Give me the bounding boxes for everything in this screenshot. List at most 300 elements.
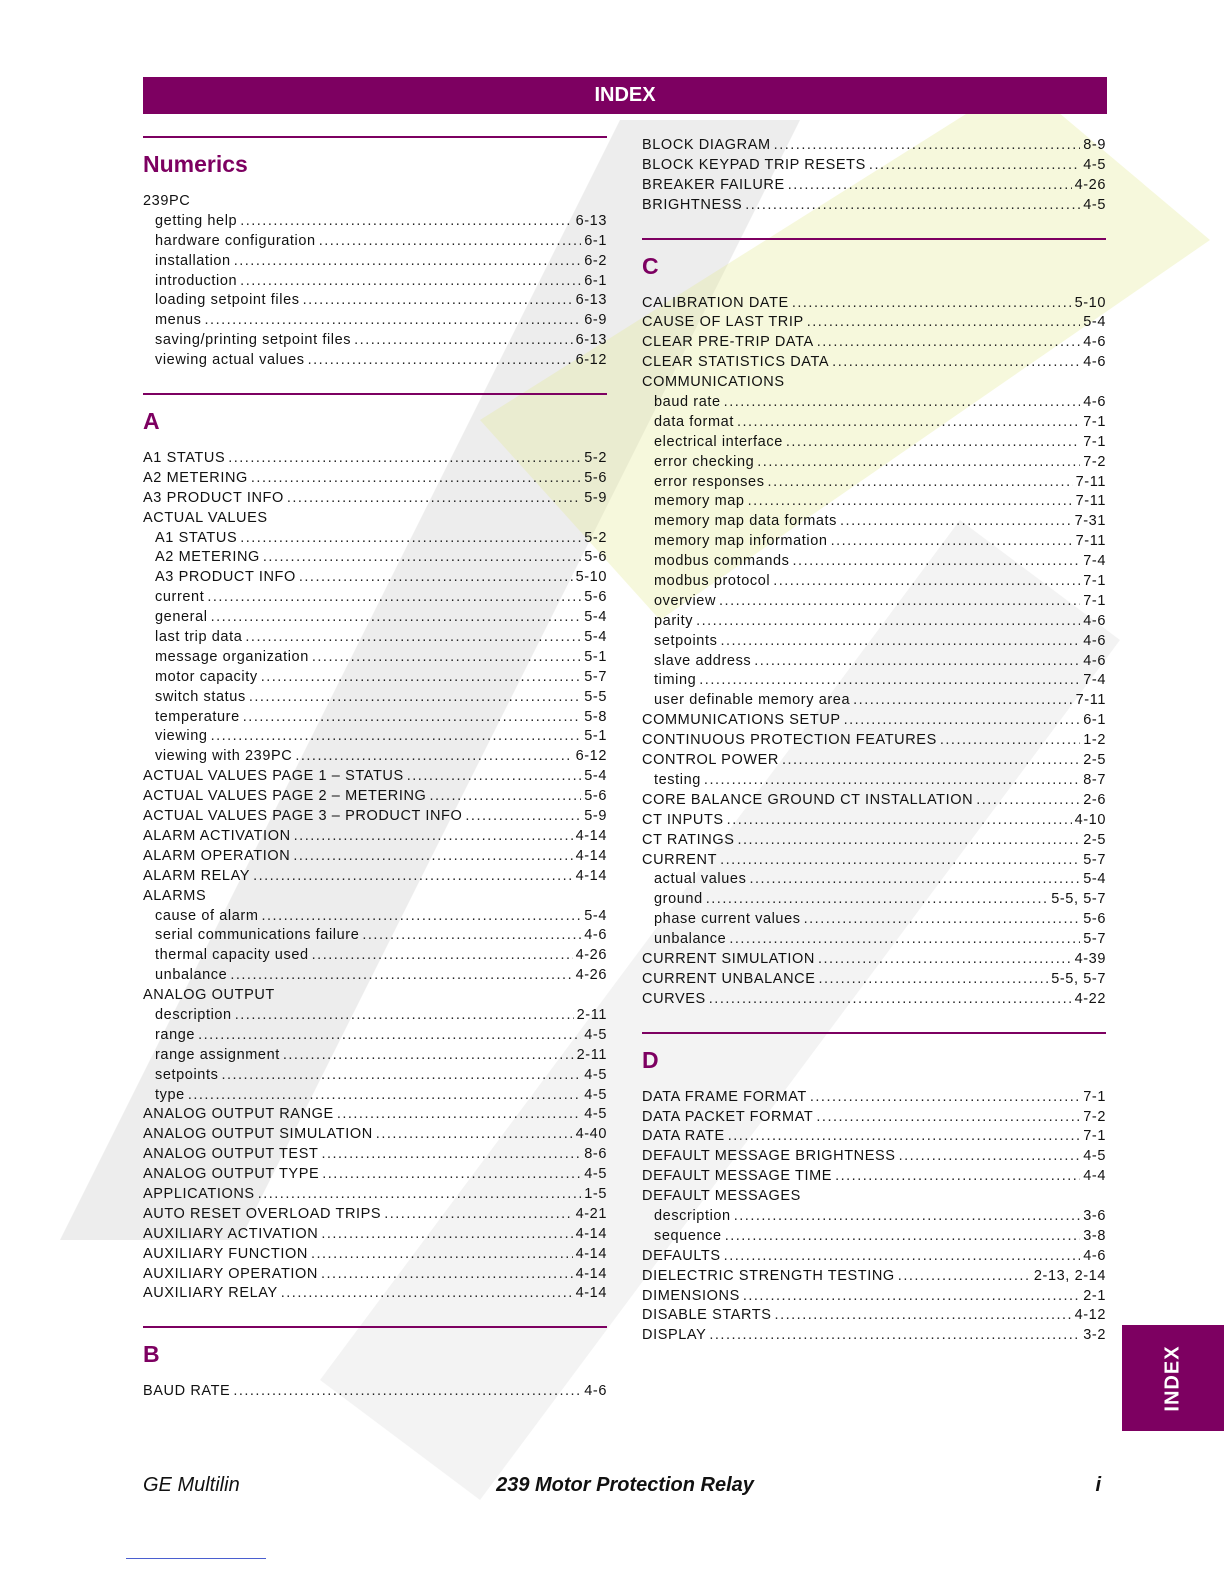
- entry-page-ref: 4-39: [1074, 950, 1106, 967]
- dot-leader: [720, 851, 1080, 871]
- dot-leader: [810, 1088, 1080, 1108]
- index-entry[interactable]: [642, 731, 1106, 751]
- index-entry[interactable]: [642, 1127, 1106, 1147]
- index-entry[interactable]: [642, 333, 1106, 353]
- entry-page-ref: 8-6: [584, 1146, 607, 1163]
- entry-term: A2 METERING: [155, 549, 260, 566]
- index-entry[interactable]: [143, 469, 607, 489]
- entry-page-ref: 4-14: [575, 847, 607, 864]
- index-right-column: [642, 136, 1106, 1368]
- index-entry[interactable]: [642, 156, 1106, 176]
- index-subentry[interactable]: [143, 311, 607, 331]
- index-subentry[interactable]: [642, 492, 1106, 512]
- entry-page-ref: 7-11: [1075, 692, 1106, 709]
- dot-leader: [287, 489, 581, 509]
- index-section: [642, 136, 1106, 216]
- index-entry[interactable]: [642, 1247, 1106, 1267]
- index-entry[interactable]: [642, 1326, 1106, 1346]
- index-subentry[interactable]: [642, 473, 1106, 493]
- dot-leader: [757, 453, 1080, 473]
- dot-leader: [303, 291, 573, 311]
- index-entry[interactable]: [642, 791, 1106, 811]
- entry-page-ref: 6-1: [1083, 712, 1106, 729]
- index-subentry[interactable]: [642, 413, 1106, 433]
- index-entry[interactable]: [143, 1105, 607, 1125]
- dot-leader: [704, 771, 1080, 791]
- dot-leader: [719, 592, 1080, 612]
- section-heading: Numerics: [143, 151, 248, 177]
- index-entry[interactable]: [642, 831, 1106, 851]
- dot-leader: [840, 512, 1072, 532]
- dot-leader: [818, 950, 1072, 970]
- entry-page-ref: 5-9: [584, 808, 607, 825]
- dot-leader: [737, 831, 1080, 851]
- dot-leader: [321, 1225, 572, 1245]
- index-subentry[interactable]: [642, 632, 1106, 652]
- entry-term: switch status: [155, 688, 246, 705]
- index-entry[interactable]: [143, 1225, 607, 1245]
- index-entry[interactable]: [642, 1147, 1106, 1167]
- index-entry[interactable]: [143, 1382, 607, 1402]
- index-subentry[interactable]: [143, 747, 607, 767]
- index-subentry[interactable]: [143, 588, 607, 608]
- index-side-tab[interactable]: [1122, 1325, 1224, 1431]
- dot-leader: [774, 136, 1081, 156]
- index-entry[interactable]: [642, 294, 1106, 314]
- entry-term: general: [155, 609, 208, 626]
- index-subentry[interactable]: [143, 668, 607, 688]
- index-entry[interactable]: [143, 887, 607, 907]
- index-entry[interactable]: [642, 851, 1106, 871]
- entry-page-ref: 5-4: [584, 907, 607, 924]
- entry-page-ref: 4-5: [584, 1106, 607, 1123]
- index-entry[interactable]: [642, 313, 1106, 333]
- entry-term: description: [654, 1207, 731, 1224]
- index-entry[interactable]: [642, 196, 1106, 216]
- entry-page-ref: 4-40: [575, 1126, 607, 1143]
- index-entry[interactable]: [642, 990, 1106, 1010]
- entry-term: memory map: [654, 493, 745, 510]
- entry-page-ref: 6-1: [584, 272, 607, 289]
- entry-page-ref: 6-1: [584, 232, 607, 249]
- dot-leader: [748, 492, 1073, 512]
- entry-page-ref: 7-2: [1083, 1108, 1106, 1125]
- entry-term: CAUSE OF LAST TRIP: [642, 314, 804, 331]
- index-entry[interactable]: [143, 1185, 607, 1205]
- index-entry[interactable]: [143, 847, 607, 867]
- index-entry[interactable]: [143, 489, 607, 509]
- entry-term: ACTUAL VALUES PAGE 1 – STATUS: [143, 768, 404, 785]
- index-entry[interactable]: [143, 867, 607, 887]
- entry-term: DEFAULTS: [642, 1247, 721, 1264]
- index-subentry[interactable]: [143, 1006, 607, 1026]
- index-subentry[interactable]: [143, 272, 607, 292]
- entry-term: viewing: [155, 728, 208, 745]
- dot-leader: [465, 807, 581, 827]
- index-section: [143, 1326, 607, 1402]
- entry-page-ref: 5-6: [584, 788, 607, 805]
- dot-leader: [234, 252, 582, 272]
- entry-page-ref: 4-26: [575, 947, 607, 964]
- index-entry[interactable]: [642, 811, 1106, 831]
- dot-leader: [253, 867, 573, 887]
- entry-term: ACTUAL VALUES: [143, 509, 268, 526]
- index-subentry[interactable]: [143, 688, 607, 708]
- entry-term: actual values: [654, 871, 747, 888]
- entry-page-ref: 3-6: [1083, 1207, 1106, 1224]
- index-subentry[interactable]: [143, 1086, 607, 1106]
- dot-leader: [709, 1326, 1080, 1346]
- index-entry[interactable]: [642, 1267, 1106, 1287]
- entry-page-ref: 5-4: [584, 609, 607, 626]
- dot-leader: [782, 751, 1080, 771]
- entry-page-ref: 4-6: [1083, 612, 1106, 629]
- entry-term: CONTINUOUS PROTECTION FEATURES: [642, 732, 937, 749]
- entry-page-ref: 5-2: [584, 529, 607, 546]
- entry-term: slave address: [654, 652, 752, 669]
- index-subentry[interactable]: [642, 1207, 1106, 1227]
- index-subentry[interactable]: [143, 1026, 607, 1046]
- index-subentry[interactable]: [143, 331, 607, 351]
- dot-leader: [337, 1105, 581, 1125]
- entry-page-ref: 7-11: [1075, 493, 1106, 510]
- index-subentry[interactable]: [143, 907, 607, 927]
- entry-term: AUXILIARY RELAY: [143, 1285, 278, 1302]
- entry-term: ACTUAL VALUES PAGE 2 – METERING: [143, 788, 427, 805]
- index-subentry[interactable]: [642, 870, 1106, 890]
- entry-term: data format: [654, 413, 734, 430]
- index-entry[interactable]: [642, 1167, 1106, 1187]
- entry-page-ref: 4-10: [1074, 811, 1106, 828]
- entry-term: memory map information: [654, 533, 828, 550]
- entry-page-ref: 8-7: [1083, 771, 1106, 788]
- index-entry[interactable]: [143, 1265, 607, 1285]
- index-entry[interactable]: [642, 353, 1106, 373]
- index-entry[interactable]: [642, 1306, 1106, 1326]
- entry-page-ref: 5-4: [584, 768, 607, 785]
- entry-page-ref: 4-6: [584, 927, 607, 944]
- entry-page-ref: 6-12: [575, 352, 607, 369]
- entry-page-ref: 4-12: [1074, 1307, 1106, 1324]
- dot-leader: [775, 1306, 1072, 1326]
- dot-leader: [233, 1382, 581, 1402]
- index-subentry[interactable]: [642, 532, 1106, 552]
- page-footer: [143, 1474, 1107, 1502]
- entry-term: AUXILIARY FUNCTION: [143, 1245, 308, 1262]
- dot-leader: [240, 272, 581, 292]
- entry-term: CT INPUTS: [642, 811, 724, 828]
- entry-page-ref: 6-12: [575, 748, 607, 765]
- entry-term: error checking: [654, 453, 755, 470]
- entry-term: CLEAR PRE-TRIP DATA: [642, 334, 814, 351]
- entry-page-ref: 1-5: [584, 1185, 607, 1202]
- entry-term: sequence: [654, 1227, 722, 1244]
- entry-page-ref: 4-14: [575, 1265, 607, 1282]
- entry-term: viewing actual values: [155, 352, 305, 369]
- entry-page-ref: 4-5: [1083, 1148, 1106, 1165]
- dot-leader: [221, 1066, 581, 1086]
- entry-term: memory map data formats: [654, 513, 838, 530]
- index-entry[interactable]: [642, 1187, 1106, 1207]
- dot-leader: [706, 890, 1048, 910]
- index-entry[interactable]: [143, 1205, 607, 1225]
- index-entry[interactable]: [143, 192, 607, 212]
- entry-term: AUXILIARY ACTIVATION: [143, 1225, 319, 1242]
- entry-term: A1 STATUS: [143, 450, 226, 467]
- entry-term: ALARM OPERATION: [143, 847, 291, 864]
- entry-page-ref: 4-5: [584, 1166, 607, 1183]
- entry-page-ref: 2-1: [1083, 1287, 1106, 1304]
- section-heading: C: [642, 252, 659, 279]
- index-subentry[interactable]: [642, 552, 1106, 572]
- entry-page-ref: 4-6: [1083, 652, 1106, 669]
- index-subentry[interactable]: [143, 291, 607, 311]
- index-subentry[interactable]: [642, 572, 1106, 592]
- index-entry[interactable]: [143, 1125, 607, 1145]
- index-subentry[interactable]: [642, 453, 1106, 473]
- index-subentry[interactable]: [143, 966, 607, 986]
- entry-term: menus: [155, 312, 202, 329]
- entry-term: description: [155, 1006, 232, 1023]
- section-rule: [143, 1326, 607, 1328]
- index-entry[interactable]: [642, 950, 1106, 970]
- side-tab-label: INDEX: [1161, 1344, 1184, 1412]
- entry-page-ref: 5-10: [575, 569, 607, 586]
- index-subentry[interactable]: [642, 592, 1106, 612]
- index-subentry[interactable]: [143, 946, 607, 966]
- entry-page-ref: 4-5: [584, 1026, 607, 1043]
- dot-leader: [283, 1046, 574, 1066]
- entry-page-ref: 5-7: [1083, 851, 1106, 868]
- index-subentry[interactable]: [642, 393, 1106, 413]
- entry-page-ref: 7-4: [1083, 553, 1106, 570]
- entry-term: AUTO RESET OVERLOAD TRIPS: [143, 1205, 382, 1222]
- entry-term: A3 PRODUCT INFO: [155, 569, 296, 586]
- entry-page-ref: 4-5: [1083, 196, 1106, 213]
- dot-leader: [729, 930, 1080, 950]
- index-entry[interactable]: [642, 373, 1106, 393]
- dot-leader: [362, 926, 581, 946]
- index-subentry[interactable]: [143, 628, 607, 648]
- index-entry[interactable]: [143, 1145, 607, 1165]
- index-subentry[interactable]: [642, 652, 1106, 672]
- index-entry[interactable]: [642, 970, 1106, 990]
- dot-leader: [240, 529, 581, 549]
- entry-term: A3 PRODUCT INFO: [143, 489, 284, 506]
- dot-leader: [293, 847, 572, 867]
- dot-leader: [240, 212, 572, 232]
- index-entry[interactable]: [143, 449, 607, 469]
- entry-term: ACTUAL VALUES PAGE 3 – PRODUCT INFO: [143, 808, 463, 825]
- index-subentry[interactable]: [143, 529, 607, 549]
- index-subentry[interactable]: [143, 351, 607, 371]
- index-subentry[interactable]: [642, 671, 1106, 691]
- dot-leader: [295, 747, 572, 767]
- dot-leader: [312, 648, 581, 668]
- entry-page-ref: 5-7: [584, 668, 607, 685]
- index-subentry[interactable]: [143, 568, 607, 588]
- index-entry[interactable]: [143, 1284, 607, 1304]
- entry-page-ref: 4-26: [575, 967, 607, 984]
- entry-page-ref: 7-1: [1083, 433, 1106, 450]
- index-section: [143, 393, 607, 1304]
- index-subentry[interactable]: [642, 1227, 1106, 1247]
- entry-term: DEFAULT MESSAGES: [642, 1188, 801, 1205]
- entry-term: CURVES: [642, 990, 706, 1007]
- index-subentry[interactable]: [143, 608, 607, 628]
- index-subentry[interactable]: [642, 512, 1106, 532]
- dot-leader: [322, 1165, 581, 1185]
- index-subentry[interactable]: [642, 612, 1106, 632]
- entry-page-ref: 4-6: [584, 1383, 607, 1400]
- dot-leader: [869, 156, 1080, 176]
- dot-leader: [734, 1207, 1081, 1227]
- entry-term: BLOCK KEYPAD TRIP RESETS: [642, 156, 866, 173]
- entry-term: parity: [654, 612, 694, 629]
- entry-page-ref: 7-2: [1083, 453, 1106, 470]
- entry-page-ref: 4-6: [1083, 334, 1106, 351]
- dot-leader: [749, 870, 1080, 890]
- index-subentry[interactable]: [143, 648, 607, 668]
- entry-page-ref: 5-1: [584, 648, 607, 665]
- index-subentry[interactable]: [642, 433, 1106, 453]
- index-subentry[interactable]: [143, 212, 607, 232]
- index-subentry[interactable]: [143, 252, 607, 272]
- entry-term: modbus commands: [654, 553, 790, 570]
- dot-leader: [281, 1284, 573, 1304]
- index-entry[interactable]: [143, 787, 607, 807]
- index-entry[interactable]: [642, 1108, 1106, 1128]
- entry-term: 239PC: [143, 193, 191, 209]
- entry-term: current: [155, 589, 205, 606]
- footer-product: 239 Motor Protection Relay: [496, 1474, 754, 1496]
- dot-leader: [262, 907, 582, 927]
- entry-page-ref: 6-13: [575, 332, 607, 349]
- dot-leader: [699, 671, 1080, 691]
- index-subentry[interactable]: [143, 1066, 607, 1086]
- entry-term: ALARM RELAY: [143, 867, 251, 884]
- index-entry[interactable]: [143, 1165, 607, 1185]
- index-entry[interactable]: [143, 986, 607, 1006]
- entry-term: A1 STATUS: [155, 529, 238, 546]
- entry-term: DATA RATE: [642, 1128, 725, 1145]
- index-entry[interactable]: [642, 1088, 1106, 1108]
- entry-term: message organization: [155, 648, 309, 665]
- index-entry[interactable]: [143, 1245, 607, 1265]
- dot-leader: [249, 688, 581, 708]
- entry-page-ref: 2-5: [1083, 752, 1106, 769]
- entry-term: DATA FRAME FORMAT: [642, 1088, 807, 1105]
- entry-page-ref: 4-14: [575, 827, 607, 844]
- index-subentry[interactable]: [143, 1046, 607, 1066]
- entry-term: CONTROL POWER: [642, 752, 779, 769]
- dot-leader: [188, 1086, 581, 1106]
- dot-leader: [793, 552, 1081, 572]
- section-rule: [642, 238, 1106, 240]
- entry-page-ref: 1-2: [1083, 732, 1106, 749]
- footer-page-number: i: [1095, 1474, 1101, 1496]
- dot-leader: [198, 1026, 581, 1046]
- index-subentry[interactable]: [143, 727, 607, 747]
- section-rule: [143, 393, 607, 395]
- dot-leader: [976, 791, 1080, 811]
- entry-term: DATA PACKET FORMAT: [642, 1108, 814, 1125]
- entry-page-ref: 8-9: [1083, 137, 1106, 153]
- index-subentry[interactable]: [642, 930, 1106, 950]
- index-entry[interactable]: [143, 827, 607, 847]
- index-subentry[interactable]: [143, 708, 607, 728]
- dot-leader: [724, 393, 1081, 413]
- entry-page-ref: 4-21: [575, 1205, 607, 1222]
- dot-leader: [429, 787, 581, 807]
- entry-page-ref: 5-6: [584, 469, 607, 486]
- entry-term: unbalance: [155, 967, 228, 984]
- entry-page-ref: 3-8: [1083, 1227, 1106, 1244]
- index-subentry[interactable]: [143, 548, 607, 568]
- entry-term: CORE BALANCE GROUND CT INSTALLATION: [642, 791, 974, 808]
- index-subentry[interactable]: [642, 771, 1106, 791]
- index-subentry[interactable]: [642, 691, 1106, 711]
- entry-page-ref: 4-22: [1074, 990, 1106, 1007]
- entry-page-ref: 7-1: [1083, 1088, 1106, 1105]
- dot-leader: [321, 1145, 581, 1165]
- entry-term: installation: [155, 252, 231, 269]
- dot-leader: [786, 433, 1080, 453]
- index-subentry[interactable]: [642, 910, 1106, 930]
- index-entry[interactable]: [143, 509, 607, 529]
- header-title: INDEX: [594, 84, 656, 106]
- entry-page-ref: 3-2: [1083, 1327, 1106, 1344]
- index-entry[interactable]: [143, 767, 607, 787]
- dot-leader: [354, 331, 572, 351]
- index-entry[interactable]: [642, 1287, 1106, 1307]
- dot-leader: [207, 588, 581, 608]
- index-subentry[interactable]: [143, 926, 607, 946]
- entry-page-ref: 4-6: [1083, 394, 1106, 411]
- dot-leader: [211, 608, 582, 628]
- index-entry[interactable]: [143, 807, 607, 827]
- index-entry[interactable]: [642, 711, 1106, 731]
- dot-leader: [311, 1245, 573, 1265]
- dot-leader: [261, 668, 582, 688]
- entry-page-ref: 4-5: [584, 1066, 607, 1083]
- entry-term: AUXILIARY OPERATION: [143, 1265, 318, 1282]
- index-subentry[interactable]: [143, 232, 607, 252]
- entry-term: ANALOG OUTPUT SIMULATION: [143, 1126, 373, 1143]
- entry-term: ALARMS: [143, 887, 207, 904]
- dot-leader: [754, 652, 1080, 672]
- index-section: [642, 238, 1106, 1010]
- entry-term: BLOCK DIAGRAM: [642, 137, 771, 153]
- dot-leader: [773, 572, 1080, 592]
- index-subentry[interactable]: [642, 890, 1106, 910]
- entry-page-ref: 4-6: [1083, 1247, 1106, 1264]
- entry-page-ref: 2-13, 2-14: [1033, 1267, 1106, 1284]
- index-entry[interactable]: [642, 136, 1106, 156]
- entry-term: electrical interface: [654, 433, 783, 450]
- entry-page-ref: 5-5, 5-7: [1051, 970, 1106, 987]
- entry-page-ref: 5-9: [584, 489, 607, 506]
- dot-leader: [831, 532, 1073, 552]
- dot-leader: [205, 311, 582, 331]
- index-entry[interactable]: [642, 751, 1106, 771]
- dot-leader: [312, 946, 573, 966]
- index-entry[interactable]: [642, 176, 1106, 196]
- index-left-column: [143, 136, 607, 1424]
- dot-leader: [211, 727, 582, 747]
- entry-term: last trip data: [155, 629, 243, 646]
- dot-leader: [384, 1205, 572, 1225]
